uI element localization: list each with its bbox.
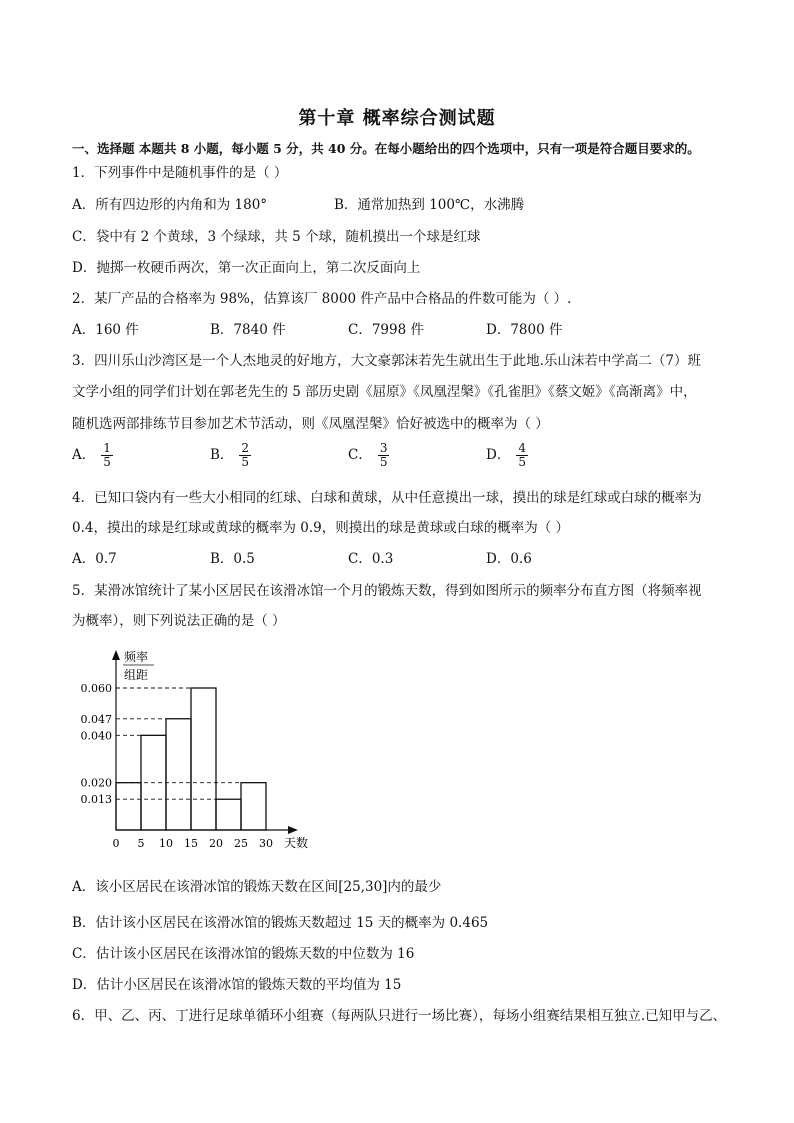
question-3-options [72, 441, 732, 480]
histogram-bar [241, 783, 266, 830]
numerator: 3 [379, 441, 388, 455]
y-tick-label: 0.060 [80, 682, 112, 695]
question-4-option-c[interactable]: C．0.3 [348, 551, 394, 567]
fraction [239, 442, 251, 469]
numerator: 4 [518, 441, 526, 455]
denominator: 5 [241, 455, 250, 469]
y-tick-label: 0.013 [80, 793, 112, 807]
question-3-line-3: 随机选两部排练节目参加艺术节活动，则《凤凰涅槃》恰好被选中的概率为（ ） [72, 416, 549, 432]
question-3-option-b[interactable] [210, 442, 251, 469]
fraction [516, 442, 528, 469]
question-6-line-1: 6．甲、乙、丙、丁进行足球单循环小组赛（每两队只进行一场比赛），每场小组赛结果相互独立.已知甲与乙、 [72, 1008, 727, 1024]
page-title: 第十章 概率综合测试题 [298, 108, 496, 129]
question-2-option-b[interactable]: B．7840 件 [210, 322, 286, 338]
question-1-stem: 1．下列事件中是随机事件的是（ ） [72, 165, 288, 181]
question-1-option-a[interactable]: A．所有四边形的内角和为 180° [72, 197, 268, 213]
y-tick-label: 0.047 [80, 712, 112, 726]
x-tick-label: 20 [209, 837, 223, 850]
frequency-histogram [72, 643, 332, 858]
y-axis-arrow-icon [112, 650, 120, 660]
question-3-option-d[interactable] [486, 442, 528, 469]
question-4-line-1: 4．已知口袋内有一些大小相同的红球、白球和黄球，从中任意摸出一球，摸出的球是红球或白球的概率为 [72, 490, 702, 506]
question-4-option-d[interactable]: D．0.6 [486, 551, 532, 567]
section-heading: 一、选择题 本题共 8 小题，每小题 5 分，共 40 分。在每小题给出的四个选项中，只有一项是符合题目要求的。 [72, 141, 700, 156]
question-2-stem: 2．某厂产品的合格率为 98%，估算该厂 8000 件产品中合格品的件数可能为（ ）. [72, 291, 572, 307]
x-tick-label: 25 [234, 837, 248, 850]
x-tick-label: 5 [137, 837, 145, 850]
x-tick-label: 0 [112, 837, 120, 850]
question-5-option-a[interactable]: A．该小区居民在该滑冰馆的锻炼天数在区间[25,30]内的最少 [72, 879, 442, 895]
x-axis-label: 天数 [284, 836, 309, 850]
histogram-bar [166, 719, 191, 830]
question-1-option-b[interactable]: B．通常加热到 100℃，水沸腾 [334, 197, 525, 213]
question-3-option-c[interactable] [348, 442, 389, 469]
x-tick-label: 30 [259, 837, 273, 850]
x-tick-label: 15 [184, 837, 198, 850]
question-4-option-a[interactable]: A．0.7 [72, 551, 117, 567]
question-2-option-a[interactable]: A．160 件 [72, 322, 139, 338]
question-1-options-row1 [72, 195, 732, 217]
histogram-bar [116, 783, 141, 830]
histogram-bar [216, 799, 241, 830]
x-axis-arrow-icon [288, 826, 298, 834]
question-4-line-2: 0.4，摸出的球是红球或黄球的概率为 0.9，则摸出的球是黄球或白球的概率为（ ） [72, 520, 570, 536]
question-1-option-d[interactable]: D．抛掷一枚硬币两次，第一次正面向上，第二次反面向上 [72, 260, 421, 276]
question-1-option-c[interactable]: C．袋中有 2 个黄球，3 个绿球，共 5 个球，随机摸出一个球是红球 [72, 229, 481, 245]
denominator: 5 [379, 455, 388, 469]
numerator: 2 [241, 441, 250, 455]
question-5-option-b[interactable]: B．估计该小区居民在该滑冰馆的锻炼天数超过 15 天的概率为 0.465 [72, 915, 489, 931]
question-4-options [72, 549, 732, 571]
question-2-option-c[interactable]: C．7998 件 [348, 322, 424, 338]
question-3-line-2: 文学小组的同学们计划在郭老先生的 5 部历史剧《屈原》《凤凰涅槃》《孔雀胆》《蔡文姬》《高渐离》中， [72, 384, 697, 400]
question-5-line-1: 5．某滑冰馆统计了某小区居民在该滑冰馆一个月的锻炼天数，得到如图所示的频率分布直方图（将频率视 [72, 583, 702, 599]
option-label: B． [210, 447, 234, 463]
y-tick-label: 0.020 [80, 776, 112, 790]
y-axis-label-bottom: 组距 [124, 668, 149, 682]
y-tick-labels [81, 682, 113, 806]
question-5-option-c[interactable]: C．估计该小区居民在该滑冰馆的锻炼天数的中位数为 16 [72, 946, 415, 962]
x-tick-labels [113, 837, 274, 850]
question-2-options [72, 320, 732, 342]
question-3-option-a[interactable] [72, 442, 113, 469]
denominator: 5 [518, 455, 526, 469]
option-label: C． [348, 447, 372, 463]
histogram-bar [191, 688, 216, 830]
question-5-option-d[interactable]: D．估计小区居民在该滑冰馆的锻炼天数的平均值为 15 [72, 977, 402, 993]
question-4-option-b[interactable]: B．0.5 [210, 551, 255, 567]
numerator: 1 [103, 441, 111, 455]
option-label: A． [72, 447, 96, 463]
option-label: D． [486, 447, 511, 463]
y-tick-label: 0.040 [80, 729, 112, 743]
question-3-line-1: 3．四川乐山沙湾区是一个人杰地灵的好地方，大文豪郭沫若先生就出生于此地.乐山沫若中学高二（7）班 [72, 353, 701, 369]
denominator: 5 [103, 455, 111, 469]
question-5-line-2: 为概率），则下列说法正确的是（ ） [72, 613, 286, 629]
x-tick-label: 10 [159, 837, 173, 850]
y-axis-label-top: 频率 [124, 650, 149, 664]
histogram-bars [116, 688, 266, 830]
fraction [101, 442, 113, 469]
fraction [378, 442, 390, 469]
question-2-option-d[interactable]: D．7800 件 [486, 322, 563, 338]
